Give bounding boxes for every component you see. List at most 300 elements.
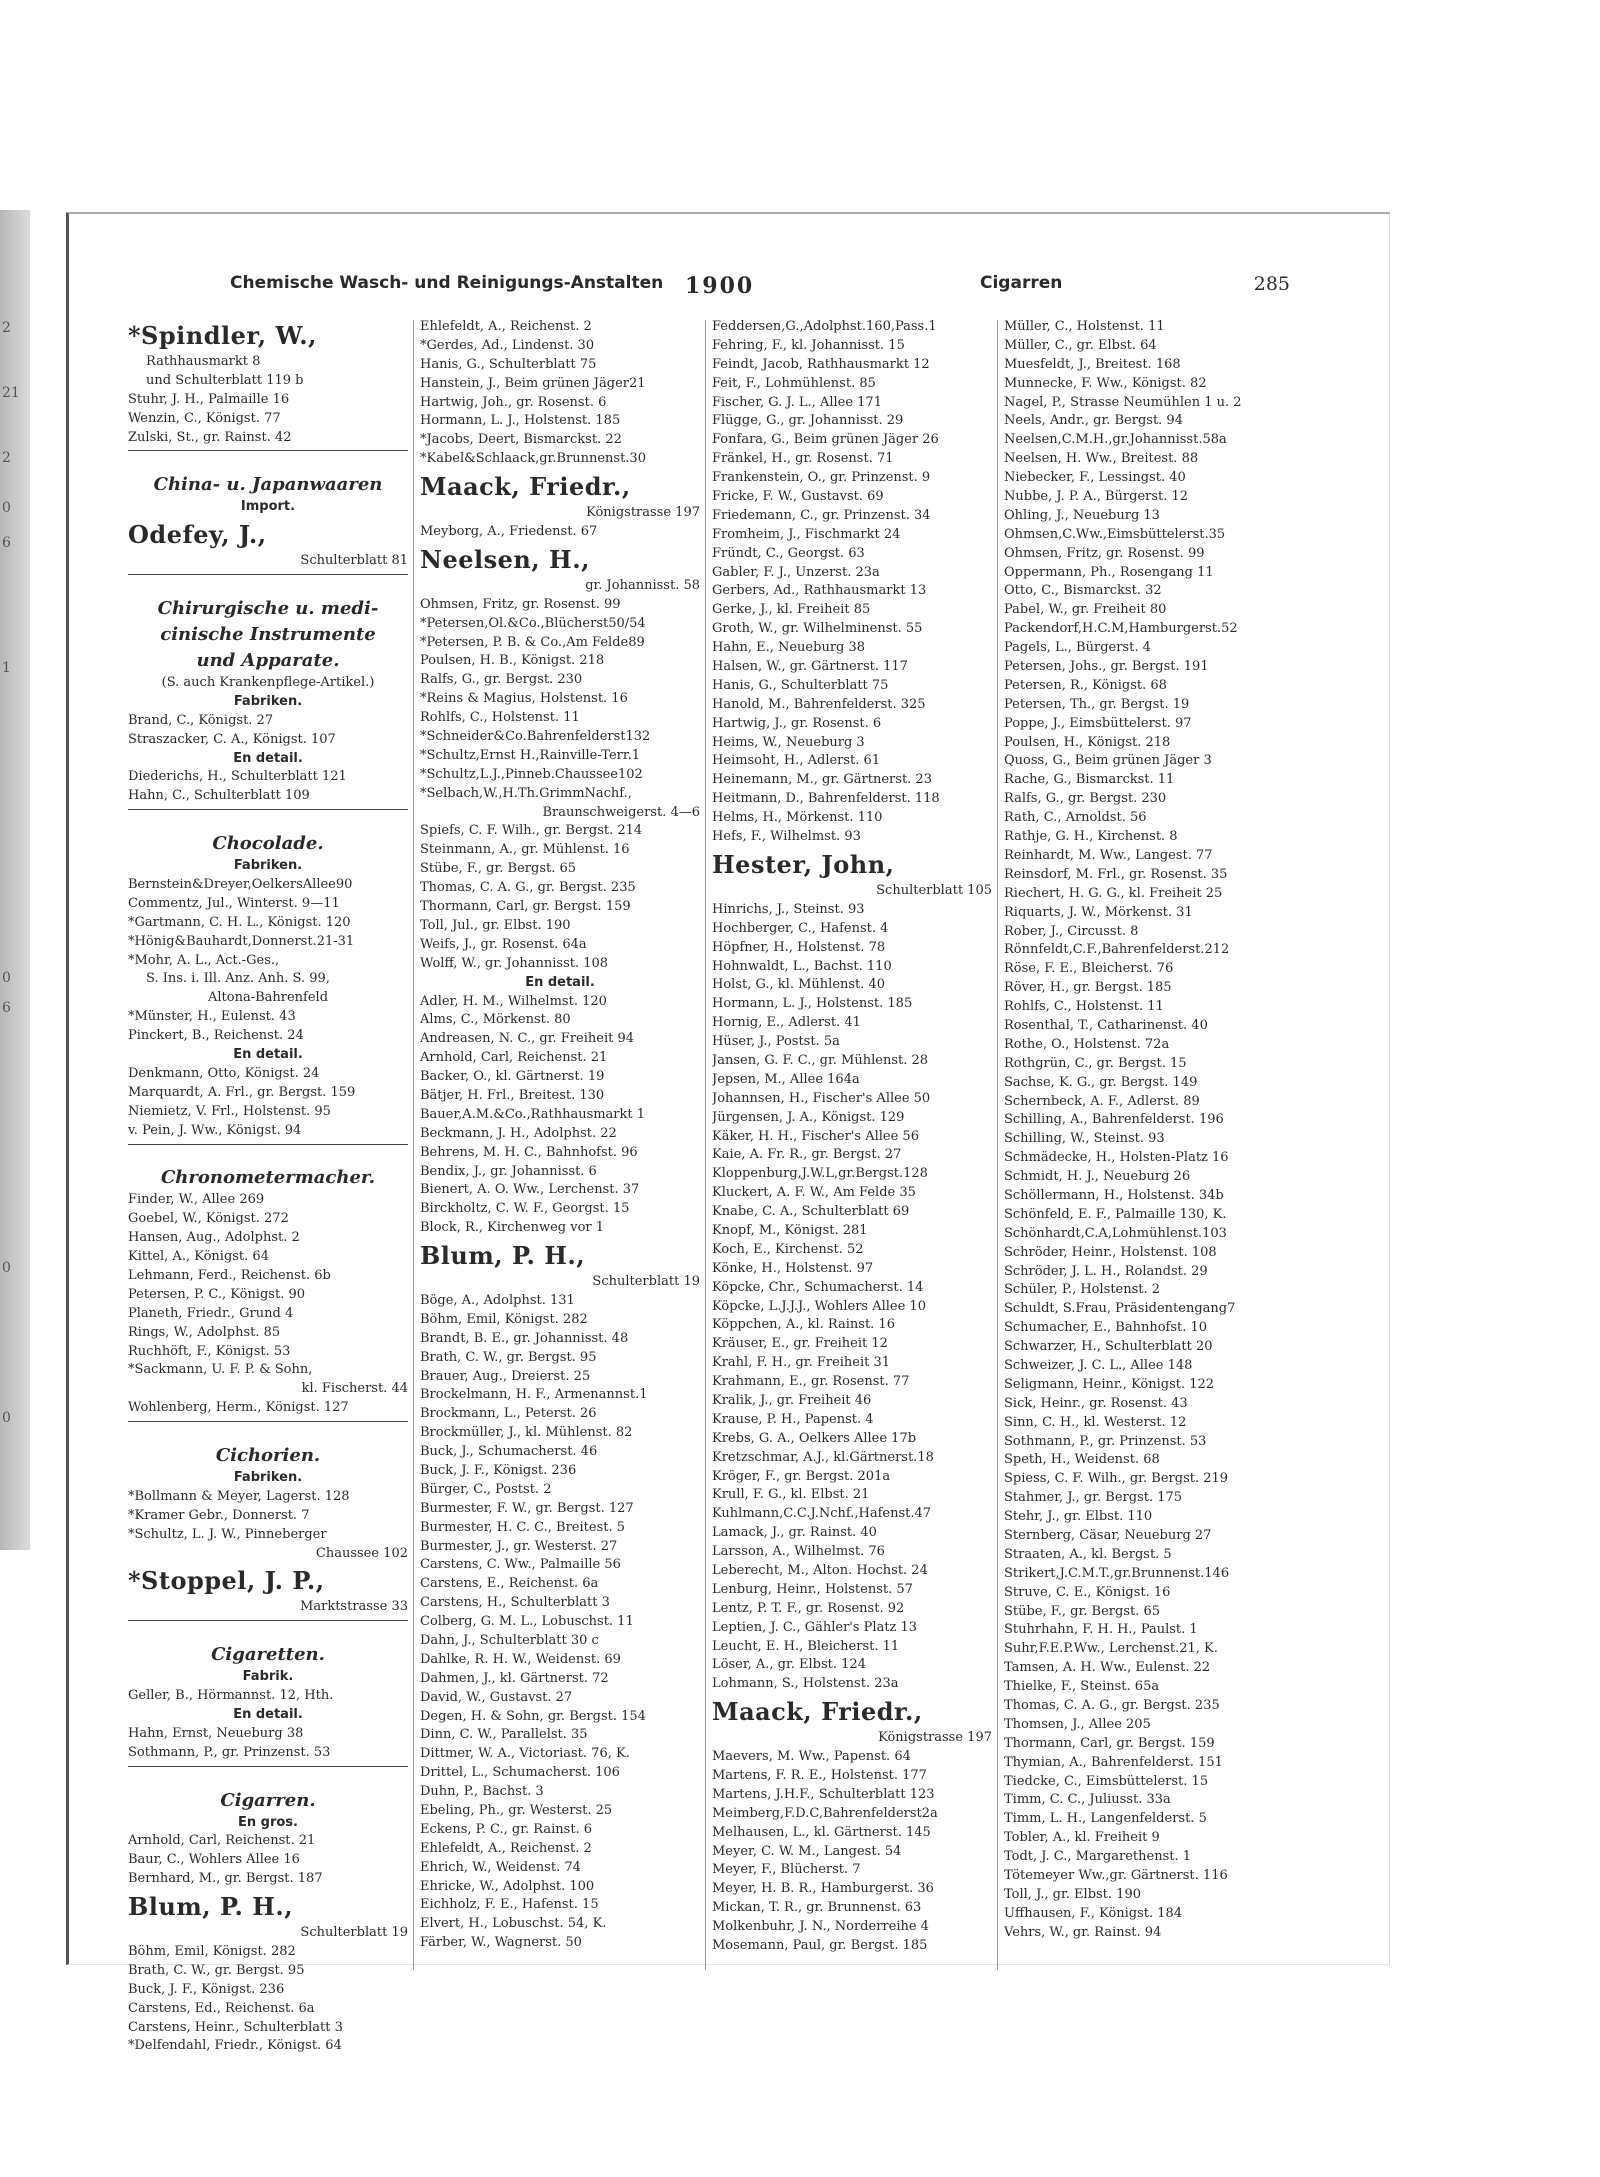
directory-entry: Heitmann, D., Bahrenfelderst. 118 — [712, 791, 940, 807]
directory-entry: Ohmsen, Fritz, gr. Rosenst. 99 — [420, 596, 621, 612]
subsection-heading: Import. — [240, 499, 296, 515]
directory-entry: Oppermann, Ph., Rosengang 11 — [1004, 564, 1214, 580]
subsection-heading: En gros. — [238, 1814, 298, 1830]
directory-entry: Kräuser, E., gr. Freiheit 12 — [712, 1336, 888, 1352]
directory-entry: Struve, C. E., Königst. 16 — [1004, 1584, 1171, 1600]
directory-entry: Neelsen, H. Ww., Breitest. 88 — [1004, 451, 1199, 467]
directory-entry: *Gerdes, Ad., Lindenst. 30 — [420, 337, 595, 353]
subsection-heading: En detail. — [233, 1706, 303, 1722]
section-heading: und Apparate. — [196, 650, 340, 672]
entry-continuation: Königstrasse 197 — [586, 505, 700, 521]
directory-entry: Dinn, C. W., Parallelst. 35 — [420, 1727, 588, 1743]
directory-entry: Hüser, J., Postst. 5a — [712, 1034, 840, 1050]
directory-entry: Denkmann, Otto, Königst. 24 — [128, 1065, 320, 1081]
directory-entry: *Delfendahl, Friedr., Königst. 64 — [128, 2038, 342, 2054]
directory-entry: Fründt, C., Georgst. 63 — [712, 545, 865, 561]
directory-entry: Koch, E., Kirchenst. 52 — [712, 1241, 864, 1257]
directory-entry: Schönfeld, E. F., Palmaille 130, K. — [1004, 1206, 1227, 1222]
entry-continuation: Schulterblatt 81 — [300, 553, 408, 569]
margin-digit: 0 — [2, 970, 11, 986]
section-rule — [128, 1620, 408, 1640]
directory-entry: Hormann, L. J., Holstenst. 185 — [420, 413, 621, 429]
directory-entry: Höpfner, H., Holstenst. 78 — [712, 939, 886, 955]
directory-entry: Kloppenburg,J.W.L,gr.Bergst.128 — [712, 1166, 928, 1182]
directory-entry: Ehlefeldt, A., Reichenst. 2 — [420, 1840, 592, 1856]
directory-entry: *Petersen,Ol.&Co.,Blücherst50/54 — [420, 615, 646, 631]
directory-entry: Adler, H. M., Wilhelmst. 120 — [420, 993, 607, 1009]
directory-entry: Kralik, J., gr. Freiheit 46 — [712, 1392, 872, 1408]
directory-entry: Thomas, C. A. G., gr. Bergst. 235 — [420, 880, 636, 896]
featured-entry: Maack, Friedr., — [420, 472, 631, 502]
directory-entry: Meimberg,F.D.C,Bahrenfelderst2a — [712, 1805, 938, 1821]
entry-continuation: kl. Fischerst. 44 — [301, 1381, 408, 1397]
directory-entry: Packendorf,H.C.M,Hamburgerst.52 — [1004, 621, 1238, 637]
directory-entry: *Schultz,L.J.,Pinneb.Chaussee102 — [420, 766, 643, 782]
directory-entry: Krause, P. H., Papenst. 4 — [712, 1411, 874, 1427]
directory-entry: Tamsen, A. H. Ww., Eulenst. 22 — [1004, 1660, 1211, 1676]
directory-entry: Schilling, W., Steinst. 93 — [1004, 1131, 1165, 1147]
directory-entry: Vehrs, W., gr. Rainst. 94 — [1004, 1924, 1162, 1940]
directory-entry: Carstens, H., Schulterblatt 3 — [420, 1595, 610, 1611]
directory-entry: Böge, A., Adolphst. 131 — [420, 1292, 575, 1308]
column-divider — [705, 320, 706, 1970]
section-heading: Chronometermacher. — [160, 1167, 376, 1189]
directory-entry: Bienert, A. O. Ww., Lerchenst. 37 — [420, 1182, 640, 1198]
column-divider — [413, 320, 414, 1970]
directory-entry: Brockmüller, J., kl. Mühlenst. 82 — [420, 1425, 633, 1441]
directory-entry: Knopf, M., Königst. 281 — [712, 1222, 868, 1238]
directory-entry: Brauer, Aug., Dreierst. 25 — [420, 1368, 591, 1384]
directory-entry: Rothe, O., Holstenst. 72a — [1004, 1036, 1170, 1052]
section-heading: Cigarren. — [220, 1789, 316, 1811]
directory-entry: Beckmann, J. H., Adolphst. 22 — [420, 1125, 617, 1141]
entry-continuation: Königstrasse 197 — [878, 1730, 992, 1746]
directory-entry: *Münster, H., Eulenst. 43 — [128, 1009, 296, 1025]
directory-entry: Holst, G., kl. Mühlenst. 40 — [712, 977, 886, 993]
directory-entry: Hohnwaldt, L., Bachst. 110 — [712, 958, 892, 974]
directory-entry: Steinmann, A., gr. Mühlenst. 16 — [420, 842, 630, 858]
directory-entry: Stübe, F., gr. Bergst. 65 — [420, 861, 577, 877]
directory-entry: Rings, W., Adolphst. 85 — [128, 1324, 281, 1340]
directory-entry: Timm, C. C., Juliusst. 33a — [1004, 1792, 1171, 1808]
directory-entry: Hartwig, J., gr. Rosenst. 6 — [712, 715, 882, 731]
section-rule — [128, 1421, 408, 1441]
directory-entry: Jürgensen, J. A., Königst. 129 — [712, 1109, 905, 1125]
margin-digit: 0 — [2, 1260, 11, 1276]
directory-entry: Burmester, F. W., gr. Bergst. 127 — [420, 1500, 634, 1516]
directory-entry: Wolff, W., gr. Johannisst. 108 — [420, 955, 609, 971]
directory-entry: Fränkel, H., gr. Rosenst. 71 — [712, 451, 894, 467]
directory-entry: Niebecker, F., Lessingst. 40 — [1004, 470, 1186, 486]
directory-entry: v. Pein, J. Ww., Königst. 94 — [128, 1122, 302, 1138]
directory-entry: Sternberg, Cäsar, Neueburg 27 — [1004, 1528, 1212, 1543]
directory-entry: Rönnfeldt,C.F.,Bahrenfelderst.212 — [1004, 942, 1230, 958]
directory-entry: Sothmann, P., gr. Prinzenst. 53 — [1004, 1433, 1207, 1449]
directory-entry: Straszacker, C. A., Königst. 107 — [128, 731, 336, 747]
directory-entry: Flügge, G., gr. Johannisst. 29 — [712, 413, 904, 429]
directory-entry: Röse, F. E., Bleicherst. 76 — [1004, 961, 1174, 977]
directory-entry: Carstens, Heinr., Schulterblatt 3 — [128, 2019, 343, 2035]
directory-entry: Groth, W., gr. Wilhelminenst. 55 — [712, 621, 923, 637]
directory-entry: Ruchhöft, F., Königst. 53 — [128, 1343, 291, 1359]
entry-continuation: gr. Johannisst. 58 — [585, 577, 700, 593]
directory-entry: Strikert,J.C.M.T.,gr.Brunnenst.146 — [1004, 1565, 1230, 1581]
column-divider — [997, 320, 998, 1970]
directory-entry: Elvert, H., Lobuschst. 54, K. — [420, 1916, 607, 1932]
section-heading: Chirurgische u. medi- — [157, 598, 379, 620]
directory-entry: Schweizer, J. C. L., Allee 148 — [1004, 1357, 1193, 1373]
directory-entry: Halsen, W., gr. Gärtnerst. 117 — [712, 659, 908, 675]
directory-entry: Buck, J., Schumacherst. 46 — [420, 1444, 598, 1460]
directory-entry: Knabe, C. A., Schulterblatt 69 — [712, 1204, 910, 1220]
directory-entry: Köpcke, Chr., Schumacherst. 14 — [712, 1279, 924, 1295]
directory-entry: *Jacobs, Deert, Bismarckst. 22 — [420, 432, 622, 448]
directory-entry: Köpcke, L.J.J.J., Wohlers Allee 10 — [712, 1298, 926, 1314]
directory-entry: Block, R., Kirchenweg vor 1 — [420, 1220, 605, 1236]
directory-entry: Schilling, A., Bahrenfelderst. 196 — [1004, 1112, 1224, 1128]
directory-entry: Dittmer, W. A., Victoriast. 76, K. — [420, 1746, 630, 1762]
directory-entry: Müller, C., gr. Elbst. 64 — [1004, 337, 1157, 353]
section-rule — [128, 574, 408, 594]
directory-entry: Kretzschmar, A.J., kl.Gärtnerst.18 — [712, 1449, 934, 1465]
directory-entry: Poulsen, H., Königst. 218 — [1004, 734, 1171, 750]
directory-entry: Ohmsen,C.Ww.,Eimsbüttelerst.35 — [1004, 526, 1226, 542]
directory-entry: Kröger, F., gr. Bergst. 201a — [712, 1468, 891, 1484]
directory-entry: Rosenthal, T., Catharinenst. 40 — [1004, 1017, 1208, 1033]
directory-entry: Schönhardt,C.A,Lohmühlenst.103 — [1004, 1225, 1227, 1241]
margin-digit: 2 — [2, 450, 11, 466]
directory-entry: Neelsen,C.M.H.,gr.Johannisst.58a — [1004, 432, 1227, 448]
directory-entry: Jansen, G. F. C., gr. Mühlenst. 28 — [712, 1052, 929, 1068]
directory-entry: Ehricke, W., Adolphst. 100 — [420, 1878, 595, 1894]
directory-entry: Böhm, Emil, Königst. 282 — [420, 1311, 588, 1327]
directory-entry: Röver, H., gr. Bergst. 185 — [1004, 980, 1172, 996]
directory-entry: Carstens, E., Reichenst. 6a — [420, 1576, 599, 1592]
directory-entry: Spiefs, C. F. Wilh., gr. Bergst. 214 — [420, 823, 643, 839]
directory-entry: Krahmann, E., gr. Rosenst. 77 — [712, 1374, 910, 1390]
directory-entry: Kluckert, A. F. W., Am Felde 35 — [712, 1185, 916, 1201]
directory-entry: Thomas, C. A. G., gr. Bergst. 235 — [1004, 1698, 1220, 1714]
directory-entry: Ohmsen, Fritz, gr. Rosenst. 99 — [1004, 545, 1205, 561]
directory-entry: Hanis, G., Schulterblatt 75 — [420, 356, 597, 372]
directory-entry: Schmädecke, H., Holsten-Platz 16 — [1004, 1150, 1229, 1166]
entry-continuation: Schulterblatt 19 — [300, 1925, 408, 1941]
directory-entry: Kaie, A. Fr. R., gr. Bergst. 27 — [712, 1147, 902, 1163]
entry-continuation: Rathhausmarkt 8 — [146, 354, 261, 369]
margin-digit: 0 — [2, 1410, 11, 1426]
directory-entry: Thormann, Carl, gr. Bergst. 159 — [420, 899, 631, 915]
directory-entry: Leucht, E. H., Bleicherst. 11 — [712, 1638, 900, 1654]
directory-entry: Lamack, J., gr. Rainst. 40 — [712, 1525, 877, 1541]
directory-entry: Quoss, G., Beim grünen Jäger 3 — [1004, 753, 1212, 769]
header-year: 1900 — [685, 273, 755, 299]
entry-continuation: Chaussee 102 — [315, 1545, 408, 1561]
directory-entry: Riechert, H. G. G., kl. Freiheit 25 — [1004, 885, 1223, 901]
directory-entry: Eichholz, F. E., Hafenst. 15 — [420, 1897, 599, 1913]
directory-entry: Pagels, L., Bürgerst. 4 — [1004, 640, 1151, 656]
directory-entry: Nagel, P., Strasse Neumühlen 1 u. 2 — [1004, 394, 1242, 410]
directory-entry: Hefs, F., Wilhelmst. 93 — [712, 829, 861, 845]
directory-entry: Degen, H. & Sohn, gr. Bergst. 154 — [420, 1708, 646, 1724]
directory-entry: Niemietz, V. Frl., Holstenst. 95 — [128, 1103, 331, 1119]
subsection-heading: Fabrik. — [242, 1669, 294, 1685]
directory-entry: Hornig, E., Adlerst. 41 — [712, 1015, 861, 1031]
directory-entry: Heinemann, M., gr. Gärtnerst. 23 — [712, 772, 932, 788]
directory-entry: Muesfeldt, J., Breitest. 168 — [1004, 356, 1181, 372]
directory-entry: Leberecht, M., Alton. Hochst. 24 — [712, 1563, 928, 1578]
directory-entry: Burmester, H. C. C., Breitest. 5 — [420, 1519, 625, 1535]
featured-entry: Blum, P. H., — [420, 1241, 586, 1271]
directory-entry: Dahmen, J., kl. Gärtnerst. 72 — [420, 1670, 609, 1686]
featured-entry: Hester, John, — [712, 849, 895, 879]
directory-entry: Backer, O., kl. Gärtnerst. 19 — [420, 1069, 605, 1085]
directory-entry: Speth, H., Weidenst. 68 — [1004, 1452, 1160, 1468]
margin-digit: 6 — [2, 535, 11, 551]
directory-entry: Otto, C., Bismarckst. 32 — [1004, 583, 1162, 599]
margin-digit: 6 — [2, 1000, 11, 1016]
directory-column-2 — [420, 318, 700, 1953]
directory-entry: *Hönig&Bauhardt,Donnerst.21-31 — [128, 933, 355, 949]
directory-entry: Schmidt, H. J., Neueburg 26 — [1004, 1169, 1191, 1185]
directory-entry: Meyer, H. B. R., Hamburgerst. 36 — [712, 1881, 934, 1897]
directory-entry: Feit, F., Lohmühlenst. 85 — [712, 375, 876, 391]
directory-entry: Andreasen, N. C., gr. Freiheit 94 — [420, 1031, 635, 1047]
section-rule — [128, 809, 408, 829]
directory-entry: Wohlenberg, Herm., Königst. 127 — [128, 1400, 349, 1416]
directory-entry: Ralfs, G., gr. Bergst. 230 — [1004, 791, 1167, 807]
directory-entry: Brath, C. W., gr. Bergst. 95 — [420, 1349, 597, 1365]
header-section-right: Cigarren — [980, 273, 1063, 293]
directory-entry: Stuhrhahn, F. H. H., Paulst. 1 — [1004, 1622, 1198, 1638]
page-header — [160, 273, 1290, 301]
subsection-heading: En detail. — [233, 1047, 303, 1063]
directory-entry: *Kramer Gebr., Donnerst. 7 — [128, 1507, 310, 1523]
directory-entry: *Kabel&Schlaack,gr.Brunnenst.30 — [420, 451, 646, 467]
directory-entry: Krahl, F. H., gr. Freiheit 31 — [712, 1355, 891, 1371]
directory-entry: Burmester, J., gr. Westerst. 27 — [420, 1538, 618, 1554]
directory-entry: Timm, L. H., Langenfelderst. 5 — [1004, 1811, 1207, 1827]
directory-entry: Schumacher, E., Bahnhofst. 10 — [1004, 1320, 1208, 1336]
directory-entry: Heims, W., Neueburg 3 — [712, 734, 865, 750]
directory-entry: Müller, C., Holstenst. 11 — [1004, 319, 1165, 334]
subsection-heading: En detail. — [525, 974, 595, 990]
directory-entry: Brockmann, L., Peterst. 26 — [420, 1406, 597, 1422]
directory-entry: Fonfara, G., Beim grünen Jäger 26 — [712, 432, 939, 448]
directory-entry: Molkenbuhr, J. N., Norderreihe 4 — [712, 1919, 929, 1935]
directory-entry: Goebel, W., Königst. 272 — [128, 1211, 289, 1227]
directory-entry: Rathje, G. H., Kirchenst. 8 — [1004, 829, 1178, 845]
directory-entry: Stahmer, J., gr. Bergst. 175 — [1004, 1490, 1183, 1506]
directory-entry: Fromheim, J., Fischmarkt 24 — [712, 526, 901, 542]
directory-entry: Lenburg, Heinr., Holstenst. 57 — [712, 1581, 913, 1597]
directory-entry: Maevers, M. Ww., Papenst. 64 — [712, 1749, 911, 1765]
directory-entry: Pinckert, B., Reichenst. 24 — [128, 1028, 304, 1044]
section-rule — [128, 1766, 408, 1786]
margin-digit: 2 — [2, 320, 11, 336]
directory-entry: Petersen, P. C., Königst. 90 — [128, 1286, 305, 1302]
directory-entry: Larsson, A., Wilhelmst. 76 — [712, 1544, 885, 1560]
directory-entry: Lohmann, S., Holstenst. 23a — [712, 1676, 899, 1692]
directory-entry: *Bollmann & Meyer, Lagerst. 128 — [128, 1488, 350, 1504]
directory-entry: Heimsoht, H., Adlerst. 61 — [712, 753, 881, 769]
directory-entry: Geller, B., Hörmannst. 12, Hth. — [128, 1688, 334, 1704]
directory-entry: *Schultz, L. J. W., Pinneberger — [128, 1526, 327, 1542]
directory-entry: Krebs, G. A., Oelkers Allee 17b — [712, 1430, 917, 1446]
directory-entry: Birckholtz, C. W. F., Georgst. 15 — [420, 1201, 630, 1217]
margin-digit: 1 — [2, 660, 11, 676]
section-heading: Chocolade. — [212, 833, 324, 855]
directory-entry: Colberg, G. M. L., Lobuschst. 11 — [420, 1614, 634, 1630]
directory-entry: Schüler, P., Holstenst. 2 — [1004, 1282, 1161, 1298]
directory-entry: Schöllermann, H., Holstenst. 34b — [1004, 1187, 1224, 1203]
directory-entry: Poulsen, H. B., Königst. 218 — [420, 653, 605, 669]
directory-entry: *Selbach,W.,H.Th.GrimmNachf., — [420, 785, 632, 801]
directory-entry: Weifs, J., gr. Rosenst. 64a — [420, 936, 587, 952]
directory-entry: Hartwig, Joh., gr. Rosenst. 6 — [420, 394, 607, 410]
directory-entry: Bätjer, H. Frl., Breitest. 130 — [420, 1087, 605, 1103]
directory-entry: Neels, Andr., gr. Bergst. 94 — [1004, 413, 1183, 429]
directory-entry: Leptien, J. C., Gähler's Platz 13 — [712, 1619, 918, 1635]
directory-entry: Lehmann, Ferd., Reichenst. 6b — [128, 1267, 331, 1283]
directory-entry: Fischer, G. J. L., Allee 171 — [712, 394, 882, 410]
directory-entry: Straaten, A., kl. Bergst. 5 — [1004, 1546, 1172, 1562]
directory-entry: Gabler, F. J., Unzerst. 23a — [712, 564, 880, 580]
directory-entry: Tiedcke, C., Eimsbüttelerst. 15 — [1004, 1773, 1209, 1789]
directory-entry: Eckens, P. C., gr. Rainst. 6 — [420, 1821, 593, 1837]
directory-entry: (S. auch Krankenpflege-Artikel.) — [161, 675, 375, 691]
directory-entry: Mosemann, Paul, gr. Bergst. 185 — [712, 1938, 928, 1954]
directory-entry: Tobler, A., kl. Freiheit 9 — [1004, 1830, 1160, 1846]
directory-entry: Könke, H., Holstenst. 97 — [712, 1260, 874, 1276]
directory-entry: Munnecke, F. Ww., Königst. 82 — [1004, 375, 1207, 391]
directory-entry: Zulski, St., gr. Rainst. 42 — [128, 429, 292, 445]
directory-entry: Toll, Jul., gr. Elbst. 190 — [420, 917, 571, 933]
directory-entry: Wenzin, C., Königst. 77 — [128, 410, 281, 426]
directory-entry: Stehr, J., gr. Elbst. 110 — [1004, 1509, 1153, 1525]
directory-entry: Bauer,A.M.&Co.,Rathhausmarkt 1 — [420, 1106, 646, 1122]
directory-entry: Pabel, W., gr. Freiheit 80 — [1004, 602, 1167, 618]
directory-entry: Rohlfs, C., Holstenst. 11 — [420, 710, 580, 726]
directory-entry: Martens, F. R. E., Holstenst. 177 — [712, 1768, 927, 1784]
directory-entry: Bendix, J., gr. Johannisst. 6 — [420, 1163, 597, 1179]
entry-continuation: Schulterblatt 105 — [876, 882, 992, 898]
directory-entry: Alms, C., Mörkenst. 80 — [420, 1012, 571, 1028]
entry-continuation: S. Ins. i. Ill. Anz. Anh. S. 99, — [146, 971, 330, 987]
directory-entry: Brand, C., Königst. 27 — [128, 712, 274, 728]
entry-continuation: und Schulterblatt 119 b — [146, 372, 304, 388]
header-section-left: Chemische Wasch- und Reinigungs-Anstalten — [230, 273, 664, 293]
directory-entry: Ohling, J., Neueburg 13 — [1004, 507, 1160, 523]
directory-entry: Brockelmann, H. F., Armenannst.1 — [420, 1387, 648, 1403]
directory-entry: Seligmann, Heinr., Königst. 122 — [1004, 1376, 1215, 1392]
directory-entry: Melhausen, L., kl. Gärtnerst. 145 — [712, 1824, 931, 1840]
directory-entry: Dahlke, R. H. W., Weidenst. 69 — [420, 1651, 621, 1667]
directory-entry: Hinrichs, J., Steinst. 93 — [712, 901, 865, 917]
directory-entry: *Mohr, A. L., Act.-Ges., — [128, 952, 280, 968]
directory-entry: Baur, C., Wohlers Allee 16 — [128, 1852, 300, 1868]
directory-entry: Thielke, F., Steinst. 65a — [1004, 1679, 1160, 1695]
directory-entry: Köppchen, A., kl. Rainst. 16 — [712, 1317, 895, 1333]
directory-entry: *Schultz,Ernst H.,Rainville-Terr.1 — [420, 747, 641, 763]
directory-entry: Fricke, F. W., Gustavst. 69 — [712, 489, 884, 505]
directory-entry: Toll, J., gr. Elbst. 190 — [1004, 1886, 1141, 1902]
subsection-heading: Fabriken. — [233, 858, 303, 874]
directory-entry: Reinsdorf, M. Frl., gr. Rosenst. 35 — [1004, 866, 1228, 882]
directory-entry: Meyer, F., Blücherst. 7 — [712, 1862, 861, 1878]
directory-column-4 — [1004, 318, 1284, 1943]
directory-entry: Sachse, K. G., gr. Bergst. 149 — [1004, 1074, 1198, 1090]
directory-entry: Petersen, Johs., gr. Bergst. 191 — [1004, 659, 1209, 675]
directory-entry: *Petersen, P. B. & Co.,Am Felde89 — [420, 634, 645, 650]
directory-entry: Schuldt, S.Frau, Präsidentengang7 — [1004, 1301, 1236, 1317]
directory-entry: Arnhold, Carl, Reichenst. 21 — [128, 1833, 316, 1849]
directory-entry: Suhr,F.E.P.Ww., Lerchenst.21, K. — [1004, 1641, 1218, 1657]
section-heading: Cichorien. — [215, 1444, 321, 1466]
directory-entry: Planeth, Friedr., Grund 4 — [128, 1305, 294, 1321]
directory-column-3 — [712, 318, 992, 1956]
section-heading: Cigaretten. — [211, 1644, 325, 1666]
subsection-heading: En detail. — [233, 750, 303, 766]
directory-entry: *Reins & Magius, Holstenst. 16 — [420, 691, 628, 707]
directory-entry: Schröder, J. L. H., Rolandst. 29 — [1004, 1263, 1208, 1279]
entry-continuation: Schulterblatt 19 — [592, 1274, 700, 1290]
subsection-heading: Fabriken. — [233, 1469, 303, 1485]
featured-entry: Maack, Friedr., — [712, 1697, 923, 1727]
directory-entry: David, W., Gustavst. 27 — [420, 1689, 573, 1705]
directory-entry: Brath, C. W., gr. Bergst. 95 — [128, 1962, 305, 1978]
directory-entry: Hanis, G., Schulterblatt 75 — [712, 677, 889, 693]
directory-entry: Käker, H. H., Fischer's Allee 56 — [712, 1128, 919, 1144]
page-number: 285 — [1253, 273, 1290, 295]
directory-entry: Gerbers, Ad., Rathhausmarkt 13 — [712, 583, 927, 599]
directory-entry: Fehring, F., kl. Johannisst. 15 — [712, 337, 905, 353]
featured-entry: *Stoppel, J. P., — [128, 1566, 325, 1596]
directory-entry: Petersen, Th., gr. Bergst. 19 — [1004, 696, 1190, 712]
directory-entry: Rothgrün, C., gr. Bergst. 15 — [1004, 1055, 1187, 1071]
directory-entry: Rath, C., Arnoldst. 56 — [1004, 810, 1147, 826]
directory-entry: Nubbe, J. P. A., Bürgerst. 12 — [1004, 489, 1189, 505]
directory-entry: Uffhausen, F., Königst. 184 — [1004, 1905, 1183, 1921]
directory-entry: Thormann, Carl, gr. Bergst. 159 — [1004, 1735, 1215, 1751]
directory-entry: Petersen, R., Königst. 68 — [1004, 677, 1167, 693]
section-rule — [128, 1144, 408, 1164]
directory-entry: Ehlefeldt, A., Reichenst. 2 — [420, 319, 592, 334]
featured-entry: Blum, P. H., — [128, 1892, 294, 1922]
adjacent-page-edge — [0, 210, 30, 1550]
directory-entry: Hahn, Ernst, Neueburg 38 — [128, 1725, 304, 1741]
directory-entry: Kittel, A., Königst. 64 — [128, 1249, 269, 1265]
directory-entry: Thymian, A., Bahrenfelderst. 151 — [1004, 1754, 1223, 1770]
directory-entry: Färber, W., Wagnerst. 50 — [420, 1935, 582, 1951]
directory-entry: Meyer, C. W. M., Langest. 54 — [712, 1843, 902, 1859]
directory-entry: Ralfs, G., gr. Bergst. 230 — [420, 672, 583, 688]
featured-entry: Odefey, J., — [128, 520, 267, 550]
directory-entry: Jepsen, M., Allee 164a — [712, 1071, 860, 1087]
directory-column-1 — [128, 318, 408, 2056]
directory-entry: Feindt, Jacob, Rathhausmarkt 12 — [712, 356, 930, 372]
directory-entry: *Schneider&Co.Bahrenfelderst132 — [420, 729, 651, 745]
directory-entry: Altona-Bahrenfeld — [207, 990, 329, 1006]
directory-entry: Hanold, M., Bahrenfelderst. 325 — [712, 696, 926, 712]
directory-entry: Dahn, J., Schulterblatt 30 c — [420, 1633, 599, 1648]
directory-entry: Krull, F. G., kl. Elbst. 21 — [712, 1487, 870, 1503]
directory-entry: Schwarzer, H., Schulterblatt 20 — [1004, 1339, 1213, 1355]
directory-entry: Hahn, E., Neueburg 38 — [712, 640, 866, 656]
directory-entry: Schernbeck, A. F., Adlerst. 89 — [1004, 1093, 1200, 1109]
directory-entry: Mickan, T. R., gr. Brunnenst. 63 — [712, 1900, 922, 1916]
entry-continuation: Braunschweigerst. 4—6 — [542, 804, 700, 820]
directory-entry: Rober, J., Circusst. 8 — [1004, 923, 1139, 939]
